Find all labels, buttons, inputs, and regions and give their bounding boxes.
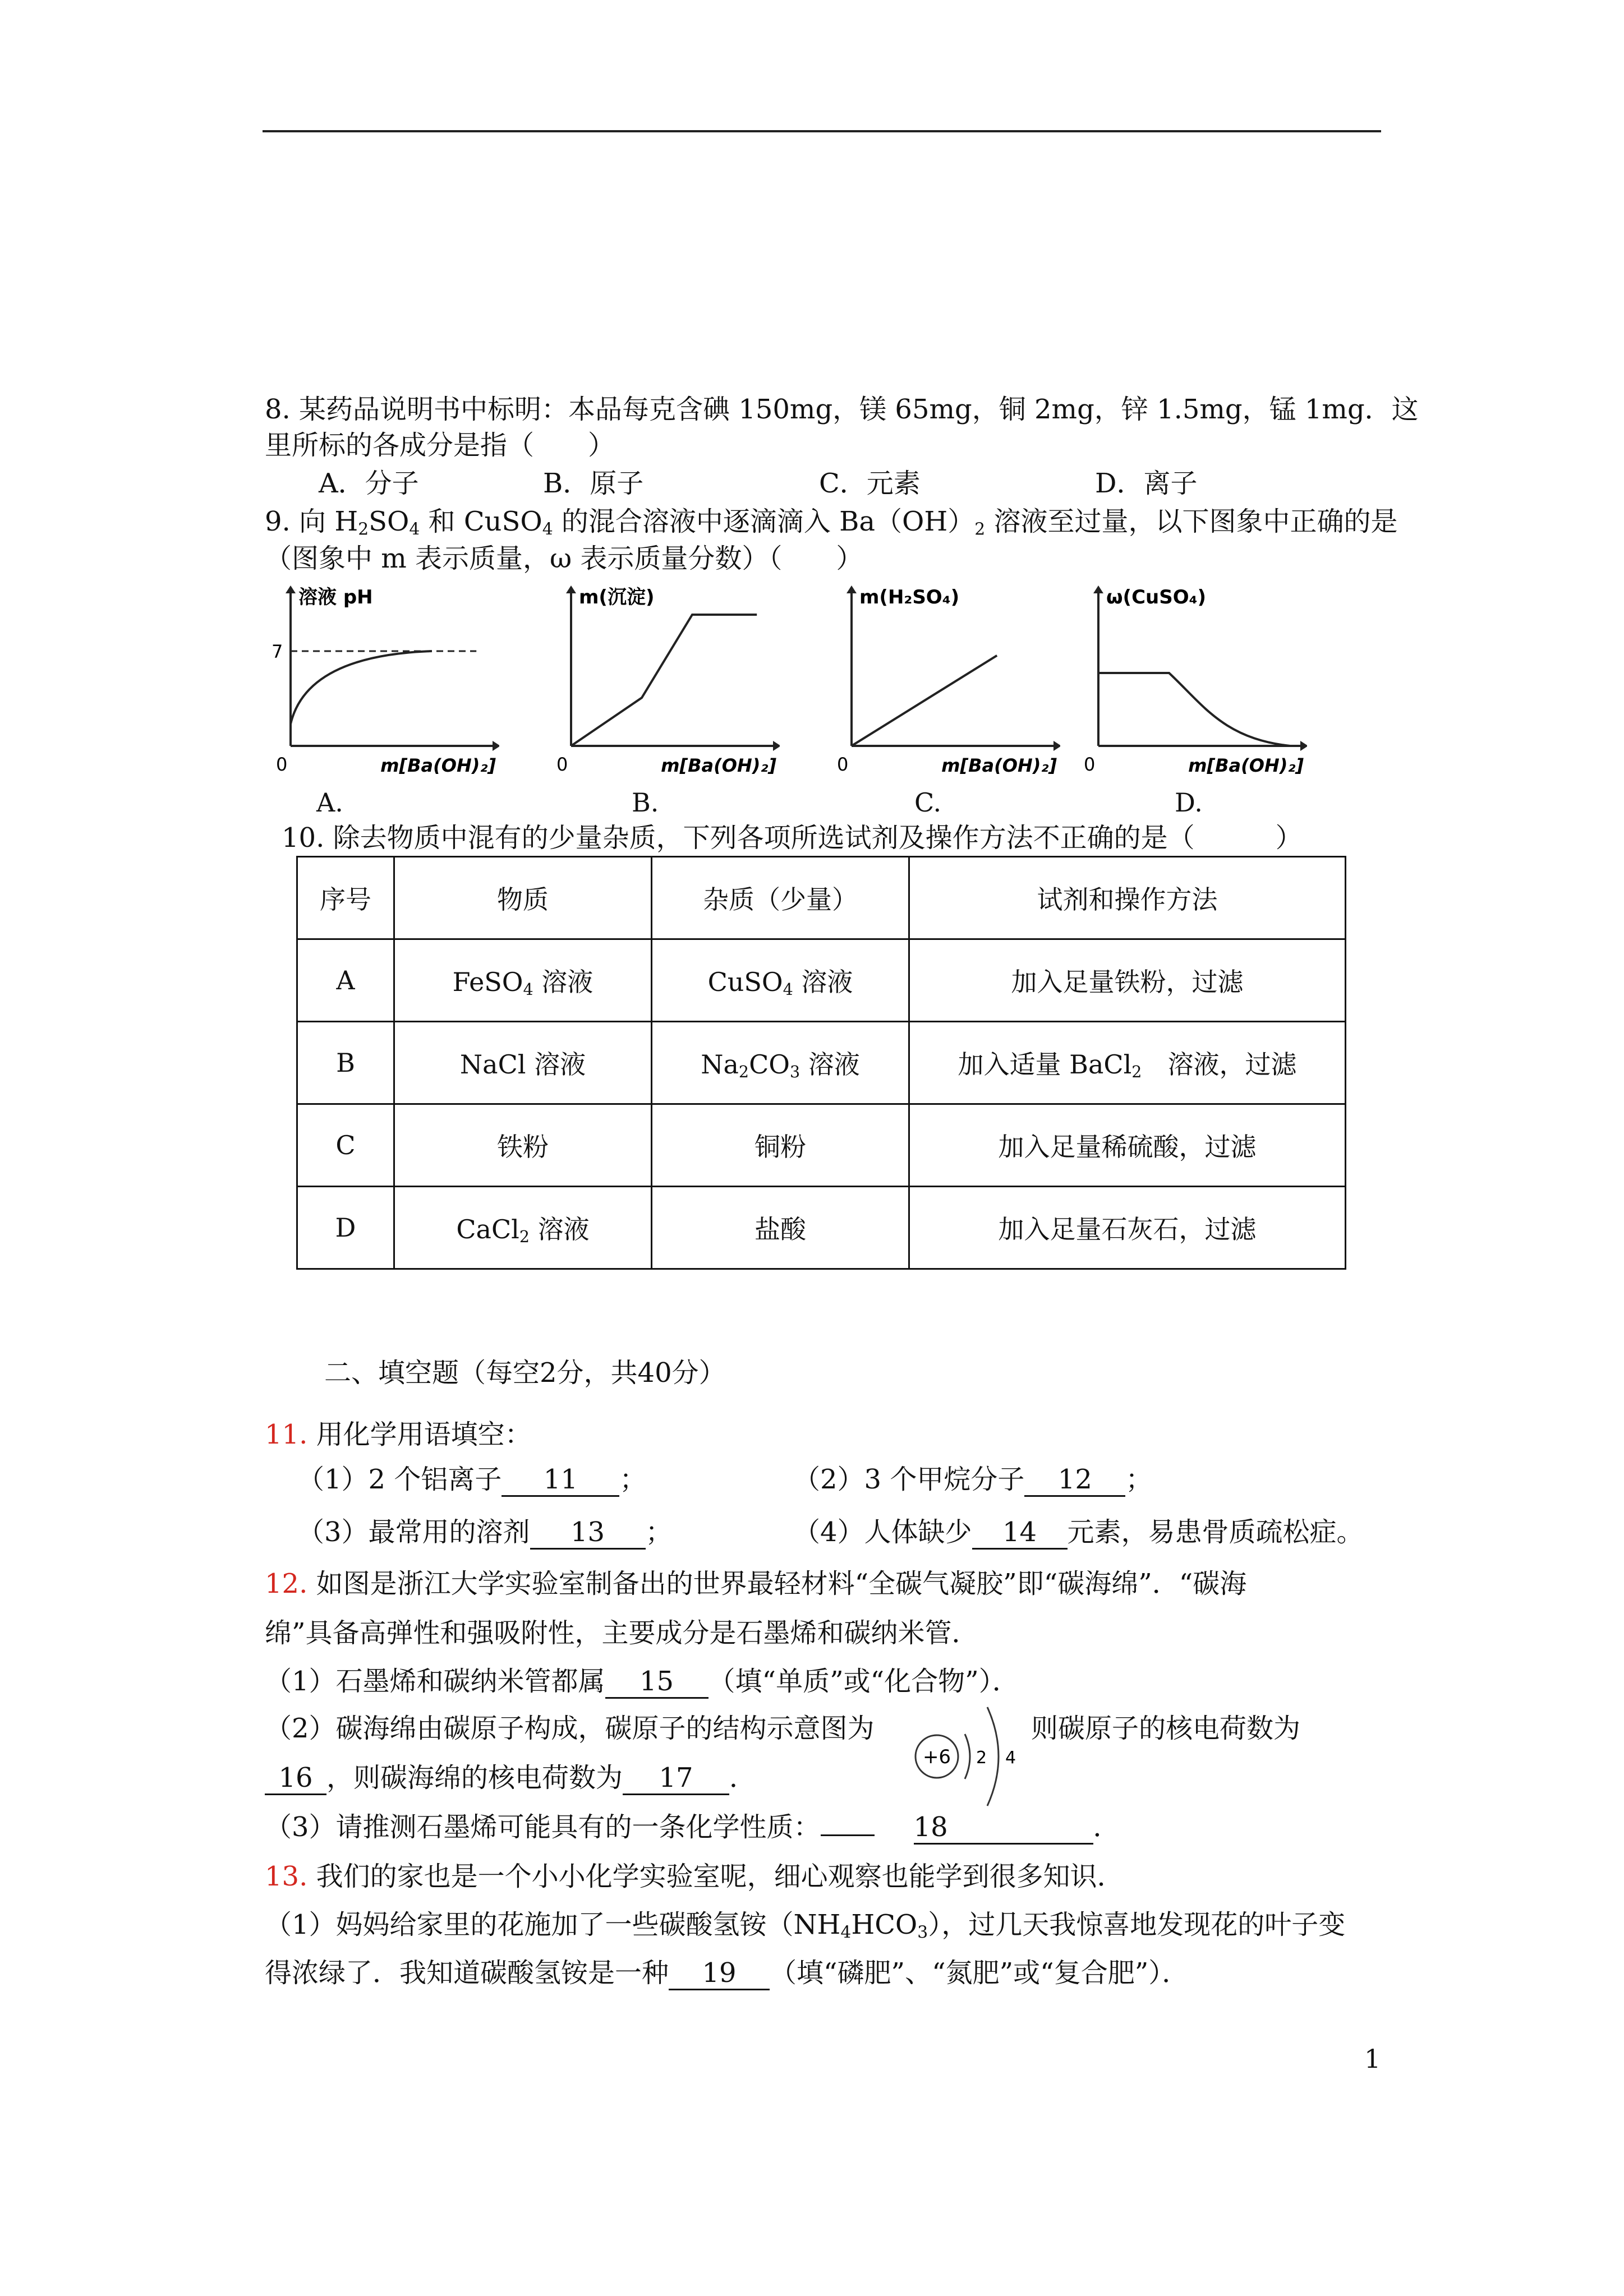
q12-part2: （2）碳海绵由碳原子构成，碳原子的结构示意图为: [265, 1713, 875, 1744]
q11-part2: （2）3 个甲烷分子 12 ；: [793, 1461, 1152, 1497]
q11-part4: （4）人体缺少 14 元素，易患骨质疏松症。: [793, 1514, 1364, 1550]
x-axis-label: m[Ba(OH)₂]: [1188, 755, 1304, 776]
y-axis-arrow: [846, 585, 857, 593]
x-axis-arrow: [773, 741, 780, 751]
chart-c-letter: C.: [914, 787, 942, 818]
chart-b: [544, 578, 780, 791]
y-axis-label: ω(CuSO₄): [1106, 586, 1207, 608]
q12-part1: （1）石墨烯和碳纳米管都属 15 （填“单质”或“化合物”）．: [265, 1663, 1019, 1699]
origin-label: 0: [837, 754, 849, 775]
q11-number: 11.: [265, 1419, 308, 1450]
x-axis-arrow: [493, 741, 499, 751]
q12-part3: （3）请推测石墨烯可能具有的一条化学性质： 18 ．: [265, 1809, 1120, 1845]
chart-svg: [544, 578, 780, 791]
origin-label: 0: [276, 754, 288, 775]
row-id: B: [297, 1022, 394, 1104]
row-impurity: $Na_2CO_3$ 溶液: [652, 1022, 909, 1104]
section-title: 二、填空题（每空2分，共40分）: [324, 1357, 726, 1389]
blank-15[interactable]: 15: [605, 1666, 709, 1699]
shell1-count: 2: [976, 1748, 987, 1768]
x-axis-label: m[Ba(OH)₂]: [941, 755, 1057, 776]
q8-line2: 里所标的各成分是指（ ）: [265, 430, 615, 461]
row-impurity: 铜粉: [652, 1104, 909, 1187]
q12-line1: 12. 如图是浙江大学实验室制备出的世界最轻材料“全碳气凝胶”即“碳海绵”．“碳海: [265, 1568, 1247, 1599]
q11-title: 11. 用化学用语填空：: [265, 1419, 532, 1450]
q11-part3: （3）最常用的溶剂 13 ；: [297, 1514, 673, 1550]
blank-16[interactable]: 16: [265, 1762, 326, 1795]
q11-part1: （1）2 个铝离子 11 ；: [297, 1461, 646, 1497]
chart-svg: [264, 578, 499, 791]
x-axis-arrow: [1053, 741, 1060, 751]
chart-b-letter: B.: [632, 787, 659, 818]
header-cell: 杂质（少量）: [652, 857, 909, 939]
shell-arc-1: [965, 1734, 970, 1779]
row-substance: FeSO$_4$ 溶液: [394, 939, 652, 1022]
blank-13[interactable]: 13: [530, 1516, 646, 1550]
row-substance: 铁粉: [394, 1104, 652, 1187]
series-line: [852, 656, 997, 746]
y-axis-arrow: [1093, 585, 1103, 593]
y-axis-label: m(H₂SO₄): [859, 586, 960, 608]
carbon-atom-diagram: [911, 1705, 1023, 1817]
chart-c: [825, 578, 1060, 791]
blank-19[interactable]: 19: [669, 1957, 770, 1990]
x-axis-label: m[Ba(OH)₂]: [661, 755, 776, 776]
q8-option-d: D．离子: [1095, 468, 1198, 499]
chart-d: [1071, 578, 1307, 791]
y-tick-label: 7: [272, 641, 283, 662]
page-number: 1: [1364, 2044, 1381, 2074]
x-axis-label: m[Ba(OH)₂]: [380, 755, 496, 776]
x-axis-arrow: [1300, 741, 1307, 751]
q8-line1: 8. 某药品说明书中标明：本品每克含碘 150mg，镁 65mg，铜 2mg，锌 1.5mg，锰 1mg．这: [265, 394, 1419, 425]
row-method: 加入足量铁粉，过滤: [909, 939, 1346, 1022]
q10-table: [296, 856, 1346, 1270]
q12-line2: 绵”具备高弹性和强吸附性，主要成分是石墨烯和碳纳米管．: [265, 1617, 979, 1649]
q8-option-b: B．原子: [543, 468, 644, 499]
y-axis-arrow: [566, 585, 576, 593]
chart-a: [264, 578, 499, 791]
blank-11[interactable]: 11: [502, 1464, 619, 1497]
nucleus-charge: +6: [922, 1746, 951, 1768]
series-line: [291, 651, 432, 724]
table-row: [297, 1104, 1346, 1187]
table-row: [297, 1022, 1346, 1104]
header-cell: 序号: [297, 857, 394, 939]
row-substance: NaCl 溶液: [394, 1022, 652, 1104]
row-method: 加入适量 BaCl$_2$ 溶液，过滤: [909, 1022, 1346, 1104]
row-id: C: [297, 1104, 394, 1187]
y-axis-label: m(沉淀): [579, 586, 655, 608]
blank-14[interactable]: 14: [972, 1516, 1068, 1550]
q13-number: 13.: [265, 1861, 308, 1892]
table-row: [297, 1187, 1346, 1269]
origin-label: 0: [556, 754, 568, 775]
q8-option-a: A．分子: [319, 468, 419, 499]
chart-d-letter: D.: [1175, 787, 1203, 818]
header-rule: [263, 130, 1381, 132]
row-impurity: CuSO$_4$ 溶液: [652, 939, 909, 1022]
q12-part2-end: 则碳原子的核电荷数为: [1031, 1713, 1301, 1744]
row-id: A: [297, 939, 394, 1022]
blank-18-lead: [821, 1834, 875, 1836]
table-header-row: [297, 857, 1346, 939]
q12-part2b: 16 ，则碳海绵的核电荷数为 17 ．: [265, 1760, 756, 1796]
shell2-count: 4: [1005, 1748, 1016, 1768]
blank-18[interactable]: 18: [914, 1811, 1093, 1845]
row-method: 加入足量稀硫酸，过滤: [909, 1104, 1346, 1187]
row-substance: CaCl$_2$ 溶液: [394, 1187, 652, 1269]
chart-svg: [825, 578, 1060, 791]
q9-line2: （图象中 m 表示质量，ω 表示质量分数）（ ）: [265, 543, 863, 574]
header-cell: 物质: [394, 857, 652, 939]
q9-line1: 9. 向 $H_2SO_4$ 和 CuSO$_4$ 的混合溶液中逐滴滴入 $Ba(OH)_2$ 溶液至过量，以下图象中正确的是: [265, 506, 1398, 540]
origin-label: 0: [1084, 754, 1096, 775]
row-id: D: [297, 1187, 394, 1269]
shell-arc-2: [987, 1707, 999, 1806]
y-axis-label: 溶液 pH: [298, 586, 373, 608]
q8-option-c: C．元素: [819, 468, 921, 499]
blank-17[interactable]: 17: [623, 1762, 729, 1795]
row-method: 加入足量石灰石，过滤: [909, 1187, 1346, 1269]
q12-number: 12.: [265, 1568, 308, 1599]
row-impurity: 盐酸: [652, 1187, 909, 1269]
header-cell: 试剂和操作方法: [909, 857, 1346, 939]
q10-title: 10. 除去物质中混有的少量杂质，下列各项所选试剂及操作方法不正确的是（ ）: [282, 822, 1303, 854]
q13-part1: （1）妈妈给家里的花施加了一些碳酸氢铵$(NH_4HCO_3)$，过几天我惊喜地发现花的叶子变: [265, 1909, 1346, 1943]
y-axis-arrow: [286, 585, 296, 593]
table-row: [297, 939, 1346, 1022]
series-line: [571, 615, 757, 746]
series-line: [1098, 673, 1290, 746]
q13-part1b: 得浓绿了．我知道碳酸氢铵是一种 19 （填“磷肥”、“氮肥”或“复合肥”）．: [265, 1955, 1189, 1991]
chart-a-letter: A.: [316, 787, 343, 818]
q13-title: 13. 我们的家也是一个小小化学实验室呢，细心观察也能学到很多知识．: [265, 1861, 1124, 1892]
chart-svg: [1071, 578, 1307, 791]
blank-12[interactable]: 12: [1024, 1464, 1125, 1497]
